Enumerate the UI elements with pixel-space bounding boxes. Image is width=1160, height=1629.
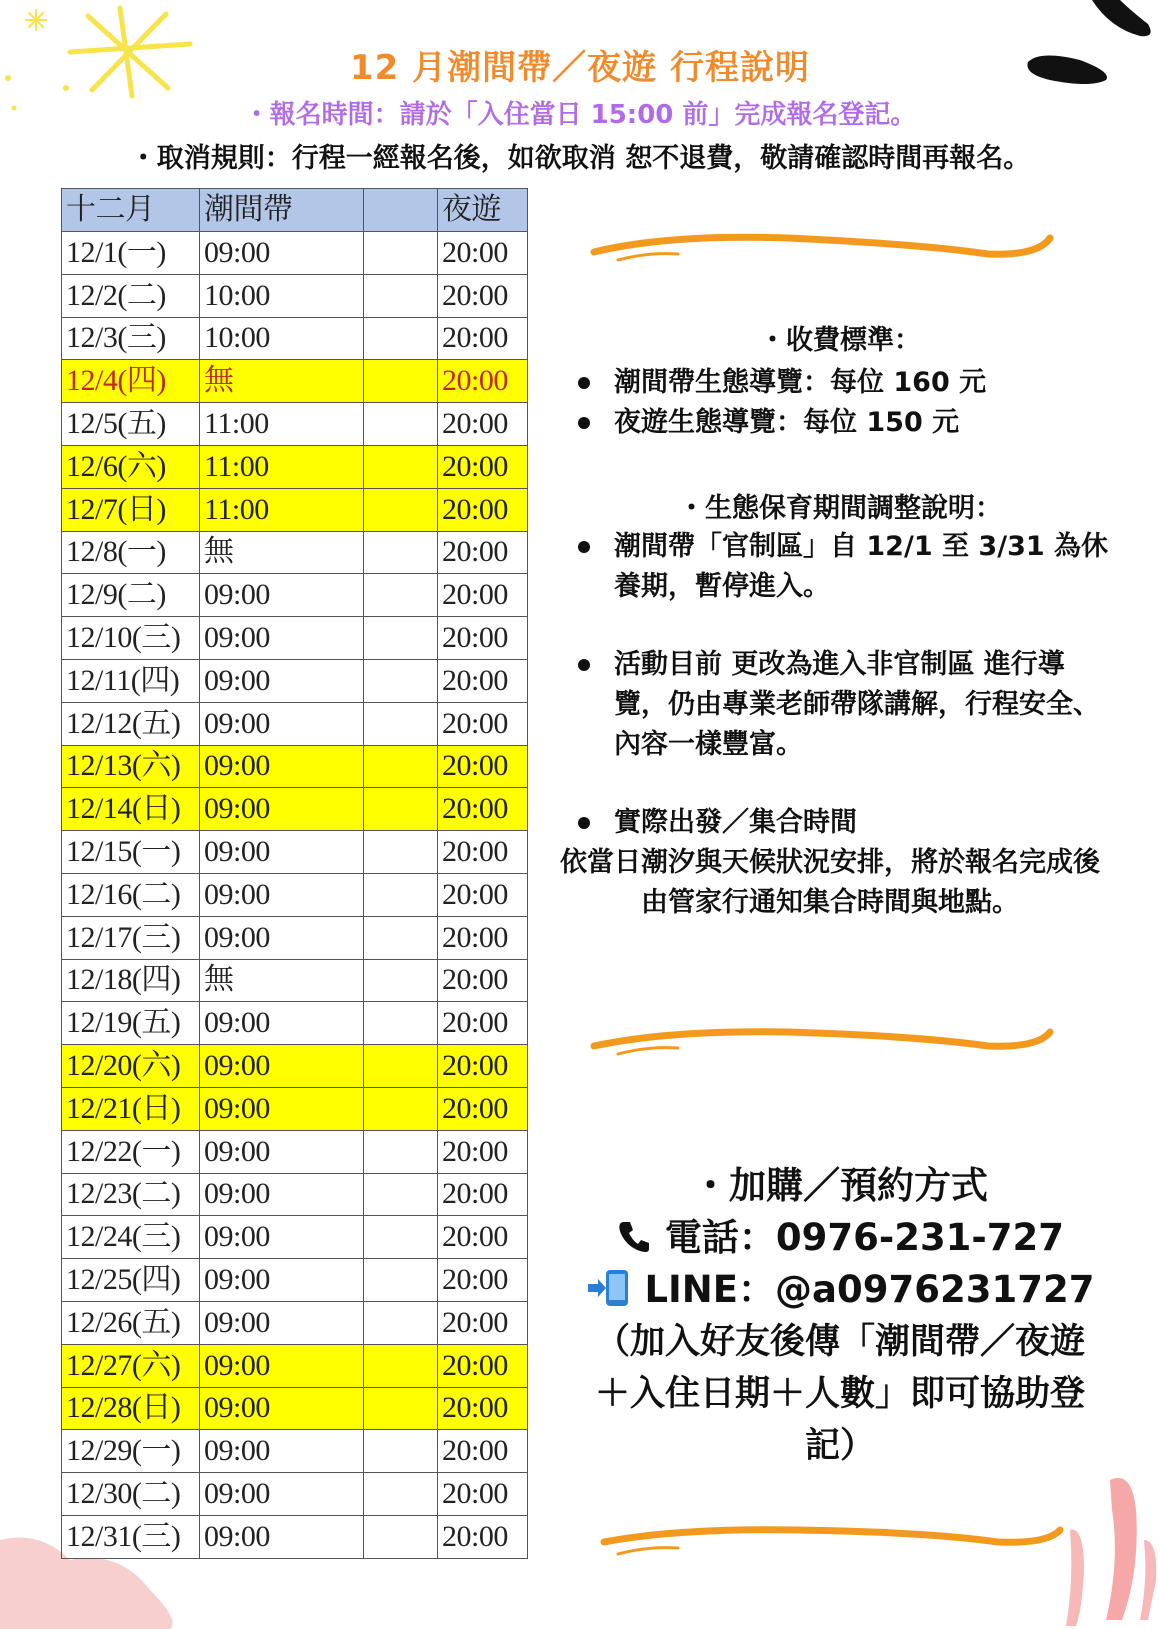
tidal-time-cell: 09:00 — [200, 1259, 364, 1302]
conservation-text: 潮間帶「官制區」自 12/1 至 3/31 為休養期，暫停進入。 — [614, 531, 1109, 602]
fees-heading: ・收費標準： — [759, 325, 921, 356]
tidal-time-cell: 10:00 — [200, 274, 364, 317]
date-cell: 12/17(三) — [62, 916, 200, 959]
tidal-time-cell: 09:00 — [200, 873, 364, 916]
night-time-cell: 20:00 — [438, 1045, 528, 1088]
date-cell: 12/14(日) — [62, 788, 200, 831]
contact-note: （加入好友後傳「潮間帶／夜遊＋入住日期＋人數」即可協助登記） — [594, 1322, 1085, 1466]
table-row — [62, 531, 528, 574]
table-row — [62, 788, 528, 831]
table-row — [62, 1515, 528, 1558]
night-time-cell: 20:00 — [438, 232, 528, 275]
table-row — [62, 274, 528, 317]
date-cell: 12/21(日) — [62, 1087, 200, 1130]
blank-cell — [364, 317, 438, 360]
tidal-time-cell: 09:00 — [200, 1301, 364, 1344]
phone-number[interactable]: 電話：0976-231-727 — [664, 1216, 1065, 1259]
table-row — [62, 1087, 528, 1130]
tidal-time-cell: 09:00 — [200, 916, 364, 959]
date-cell: 12/28(日) — [62, 1387, 200, 1430]
table-row — [62, 1344, 528, 1387]
blank-cell — [364, 1473, 438, 1516]
swoosh-divider-3 — [598, 1516, 1068, 1566]
table-row — [62, 617, 528, 660]
night-time-cell: 20:00 — [438, 1387, 528, 1430]
night-time-cell: 20:00 — [438, 1430, 528, 1473]
night-time-cell: 20:00 — [438, 702, 528, 745]
table-row — [62, 445, 528, 488]
blank-cell — [364, 1259, 438, 1302]
date-cell: 12/5(五) — [62, 403, 200, 446]
bullet-icon — [578, 377, 590, 389]
departure-note: 依當日潮汐與天候狀況安排，將於報名完成後由管家行通知集合時間與地點。 — [560, 847, 1100, 918]
phone-icon — [616, 1218, 652, 1254]
fee-item-tidal — [570, 363, 1110, 403]
tidal-time-cell: 09:00 — [200, 1002, 364, 1045]
tidal-time-cell: 09:00 — [200, 1344, 364, 1387]
date-cell: 12/25(四) — [62, 1259, 200, 1302]
tidal-time-cell: 無 — [200, 531, 364, 574]
blank-cell — [364, 488, 438, 531]
table-row — [62, 1387, 528, 1430]
conservation-heading: ・生態保育期間調整說明： — [678, 493, 1002, 524]
tidal-time-cell: 無 — [200, 959, 364, 1002]
night-time-cell: 20:00 — [438, 873, 528, 916]
table-row — [62, 659, 528, 702]
night-time-cell: 20:00 — [438, 659, 528, 702]
blank-cell — [364, 1045, 438, 1088]
header-blank — [364, 189, 438, 232]
date-cell: 12/2(二) — [62, 274, 200, 317]
tidal-time-cell: 09:00 — [200, 788, 364, 831]
registration-time: ・報名時間：請於「入住當日 15:00 前」完成報名登記。 — [243, 100, 917, 130]
cancellation-rule: ・取消規則：行程一經報名後，如欲取消 恕不退費，敬請確認時間再報名。 — [129, 143, 1031, 174]
night-time-cell: 20:00 — [438, 574, 528, 617]
night-time-cell: 20:00 — [438, 959, 528, 1002]
page-title: 12 月潮間帶／夜遊 行程說明 — [350, 48, 810, 88]
date-cell: 12/23(二) — [62, 1173, 200, 1216]
night-time-cell: 20:00 — [438, 317, 528, 360]
schedule-body — [62, 232, 528, 1559]
date-cell: 12/27(六) — [62, 1344, 200, 1387]
blank-cell — [364, 659, 438, 702]
tidal-time-cell: 無 — [200, 360, 364, 403]
blank-cell — [364, 574, 438, 617]
date-cell: 12/8(一) — [62, 531, 200, 574]
tidal-time-cell: 11:00 — [200, 445, 364, 488]
night-time-cell: 20:00 — [438, 1473, 528, 1516]
date-cell: 12/12(五) — [62, 702, 200, 745]
tidal-time-cell: 09:00 — [200, 1387, 364, 1430]
table-row — [62, 1045, 528, 1088]
date-cell: 12/6(六) — [62, 445, 200, 488]
blank-cell — [364, 1173, 438, 1216]
night-time-cell: 20:00 — [438, 360, 528, 403]
blank-cell — [364, 1002, 438, 1045]
date-cell: 12/20(六) — [62, 1045, 200, 1088]
table-row — [62, 1259, 528, 1302]
header-month: 十二月 — [62, 189, 200, 232]
blank-cell — [364, 1216, 438, 1259]
blank-cell — [364, 1130, 438, 1173]
tidal-time-cell: 09:00 — [200, 1216, 364, 1259]
blank-cell — [364, 617, 438, 660]
date-cell: 12/16(二) — [62, 873, 200, 916]
table-row — [62, 488, 528, 531]
night-time-cell: 20:00 — [438, 1344, 528, 1387]
blank-cell — [364, 232, 438, 275]
tidal-time-cell: 09:00 — [200, 1473, 364, 1516]
table-row — [62, 702, 528, 745]
tidal-time-cell: 09:00 — [200, 1515, 364, 1558]
table-row — [62, 959, 528, 1002]
table-row — [62, 317, 528, 360]
blank-cell — [364, 1301, 438, 1344]
contact-heading: ・加購／預約方式 — [692, 1164, 988, 1207]
contact-line — [560, 1264, 1120, 1316]
blank-cell — [364, 531, 438, 574]
table-header-row — [62, 189, 528, 232]
tidal-time-cell: 09:00 — [200, 659, 364, 702]
blank-cell — [364, 788, 438, 831]
tidal-time-cell: 09:00 — [200, 574, 364, 617]
night-time-cell: 20:00 — [438, 745, 528, 788]
date-cell: 12/1(一) — [62, 232, 200, 275]
table-row — [62, 916, 528, 959]
date-cell: 12/11(四) — [62, 659, 200, 702]
night-time-cell: 20:00 — [438, 1173, 528, 1216]
conservation-item — [570, 527, 1110, 607]
table-row — [62, 1473, 528, 1516]
table-row — [62, 1301, 528, 1344]
date-cell: 12/29(一) — [62, 1430, 200, 1473]
table-row — [62, 232, 528, 275]
conservation-item — [570, 645, 1110, 765]
night-time-cell: 20:00 — [438, 488, 528, 531]
date-cell: 12/19(五) — [62, 1002, 200, 1045]
blank-cell — [364, 1515, 438, 1558]
fees-section — [570, 318, 1110, 443]
night-time-cell: 20:00 — [438, 1130, 528, 1173]
date-cell: 12/7(日) — [62, 488, 200, 531]
tidal-time-cell: 11:00 — [200, 488, 364, 531]
blank-cell — [364, 274, 438, 317]
table-row — [62, 873, 528, 916]
blank-cell — [364, 360, 438, 403]
conservation-text: 實際出發／集合時間 — [614, 807, 857, 838]
night-time-cell: 20:00 — [438, 274, 528, 317]
tidal-time-cell: 09:00 — [200, 1130, 364, 1173]
blank-cell — [364, 916, 438, 959]
header-night: 夜遊 — [438, 189, 528, 232]
tidal-time-cell: 09:00 — [200, 1087, 364, 1130]
night-time-cell: 20:00 — [438, 1301, 528, 1344]
date-cell: 12/30(二) — [62, 1473, 200, 1516]
conservation-section — [560, 486, 1110, 923]
fee-text: 潮間帶生態導覽：每位 160 元 — [614, 367, 987, 398]
blank-cell — [364, 1430, 438, 1473]
table-row — [62, 1130, 528, 1173]
tidal-time-cell: 09:00 — [200, 232, 364, 275]
tidal-time-cell: 11:00 — [200, 403, 364, 446]
mobile-arrow-icon — [586, 1268, 632, 1308]
contact-section — [560, 1160, 1120, 1472]
table-row — [62, 831, 528, 874]
night-time-cell: 20:00 — [438, 831, 528, 874]
date-cell: 12/10(三) — [62, 617, 200, 660]
tidal-time-cell: 09:00 — [200, 1173, 364, 1216]
blank-cell — [364, 873, 438, 916]
night-time-cell: 20:00 — [438, 617, 528, 660]
table-row — [62, 1173, 528, 1216]
conservation-item — [570, 803, 1110, 843]
tidal-time-cell: 09:00 — [200, 831, 364, 874]
tidal-time-cell: 09:00 — [200, 745, 364, 788]
night-time-cell: 20:00 — [438, 531, 528, 574]
bullet-icon — [578, 817, 590, 829]
date-cell: 12/26(五) — [62, 1301, 200, 1344]
night-time-cell: 20:00 — [438, 916, 528, 959]
tidal-time-cell: 10:00 — [200, 317, 364, 360]
date-cell: 12/24(三) — [62, 1216, 200, 1259]
blank-cell — [364, 445, 438, 488]
blank-cell — [364, 1087, 438, 1130]
fee-text: 夜遊生態導覽：每位 150 元 — [614, 407, 960, 438]
table-row — [62, 403, 528, 446]
bullet-icon — [578, 541, 590, 553]
table-row — [62, 1216, 528, 1259]
table-row — [62, 745, 528, 788]
date-cell: 12/3(三) — [62, 317, 200, 360]
header-tidal: 潮間帶 — [200, 189, 364, 232]
blank-cell — [364, 959, 438, 1002]
tidal-time-cell: 09:00 — [200, 1045, 364, 1088]
contact-phone — [560, 1212, 1120, 1264]
fee-item-night — [570, 403, 1110, 443]
table-row — [62, 360, 528, 403]
blank-cell — [364, 1344, 438, 1387]
blank-cell — [364, 1387, 438, 1430]
tidal-time-cell: 09:00 — [200, 617, 364, 660]
night-time-cell: 20:00 — [438, 403, 528, 446]
table-row — [62, 574, 528, 617]
blank-cell — [364, 745, 438, 788]
blank-cell — [364, 831, 438, 874]
bullet-icon — [578, 417, 590, 429]
date-cell: 12/22(一) — [62, 1130, 200, 1173]
date-cell: 12/15(一) — [62, 831, 200, 874]
night-time-cell: 20:00 — [438, 788, 528, 831]
date-cell: 12/18(四) — [62, 959, 200, 1002]
schedule-table — [61, 188, 528, 1559]
date-cell: 12/9(二) — [62, 574, 200, 617]
night-time-cell: 20:00 — [438, 1216, 528, 1259]
night-time-cell: 20:00 — [438, 1087, 528, 1130]
blank-cell — [364, 403, 438, 446]
tidal-time-cell: 09:00 — [200, 1430, 364, 1473]
bullet-icon — [578, 659, 590, 671]
table-row — [62, 1002, 528, 1045]
night-time-cell: 20:00 — [438, 1002, 528, 1045]
night-time-cell: 20:00 — [438, 1259, 528, 1302]
date-cell: 12/13(六) — [62, 745, 200, 788]
conservation-text: 活動目前 更改為進入非官制區 進行導覽，仍由專業老師帶隊講解，行程安全、內容一樣豐富。 — [614, 649, 1100, 760]
blank-cell — [364, 702, 438, 745]
night-time-cell: 20:00 — [438, 1515, 528, 1558]
swoosh-divider-2 — [588, 1020, 1058, 1070]
date-cell: 12/4(四) — [62, 360, 200, 403]
night-time-cell: 20:00 — [438, 445, 528, 488]
date-cell: 12/31(三) — [62, 1515, 200, 1558]
table-row — [62, 1430, 528, 1473]
swoosh-divider-1 — [588, 226, 1058, 276]
line-id[interactable]: LINE：@a0976231727 — [644, 1268, 1095, 1311]
tidal-time-cell: 09:00 — [200, 702, 364, 745]
